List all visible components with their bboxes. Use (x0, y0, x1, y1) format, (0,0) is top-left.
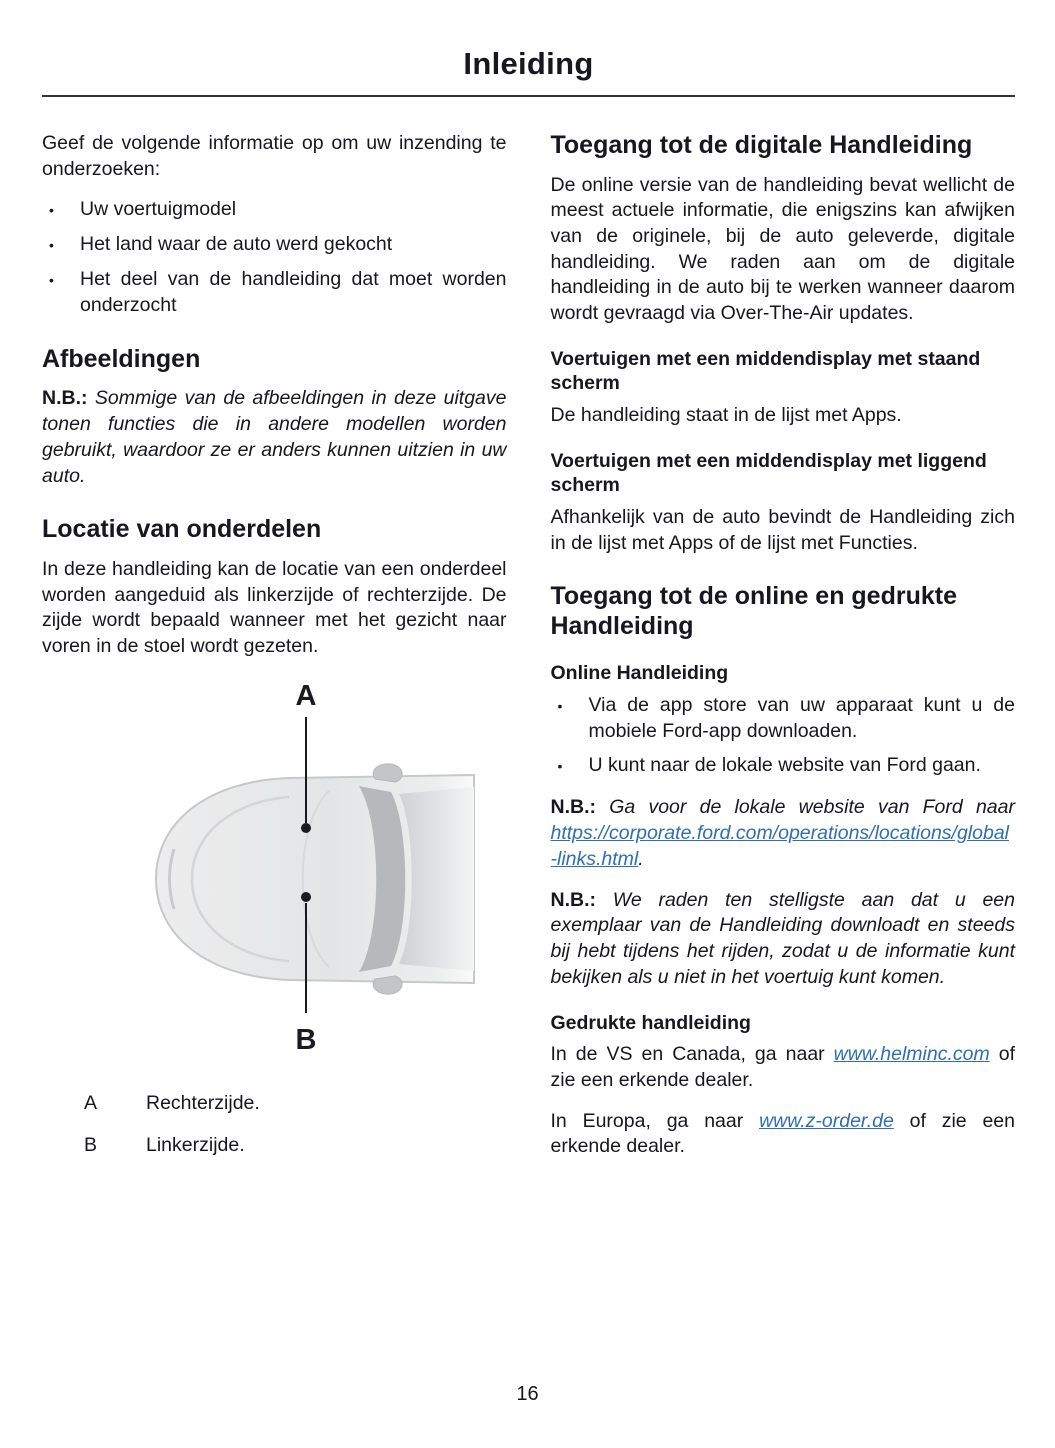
legend-key: B (84, 1134, 98, 1157)
bullet-icon: • (49, 237, 54, 254)
online-bullet-list (551, 693, 1016, 779)
legend-value: Linkerzijde. (146, 1134, 245, 1157)
bullet-icon: • (557, 697, 563, 714)
bullet-text: Via de app store van uw apparaat kunt u de mobiele Ford-app downloaden. (588, 693, 1015, 742)
content-columns (42, 131, 1015, 1176)
heading-toegang-digitale-handleiding: Toegang tot de digitale Handleiding (550, 131, 973, 159)
legend-value: Rechterzijde. (146, 1091, 260, 1114)
heading-locatie-van-onderdelen: Locatie van onderdelen (42, 515, 322, 544)
helminc-link[interactable] (834, 1043, 990, 1065)
car-location-figure (42, 675, 507, 1075)
subheading-online-handleiding: Online Handleiding (550, 662, 729, 685)
bullet-text: U kunt naar de lokale website van Ford gaan. (588, 754, 981, 777)
list-item (551, 753, 1016, 779)
link-text: www.helminc.com (833, 1043, 990, 1066)
heading-toegang-online-gedrukt: Toegang tot de online en gedrukte Handleiding (550, 582, 957, 640)
z-order-link[interactable] (759, 1110, 894, 1132)
page-number: 16 (516, 1383, 539, 1405)
header-divider (42, 95, 1015, 97)
nb-label: N.B.: (550, 888, 596, 911)
car-top-view-figure (44, 675, 504, 1070)
nb-label: N.B.: (550, 796, 596, 819)
subheading-staand-scherm: Voertuigen met een middendisplay met staand scherm (550, 347, 981, 395)
bullet-text: Het land waar de auto werd gekocht (80, 233, 393, 256)
staand-scherm-paragraph: De handleiding staat in de lijst met Apps. (550, 404, 902, 427)
subheading-liggend-scherm: Voertuigen met een middendisplay met liggend scherm (550, 449, 987, 497)
legend-key: A (84, 1091, 98, 1114)
link-text: https://corporate.ford.com/operations/locations/global-links.html (550, 822, 1010, 870)
nb-text: Ga voor de lokale website van Ford naar (609, 796, 1015, 819)
text-segment: In Europa, ga naar (550, 1109, 744, 1132)
note-images (42, 386, 507, 489)
bullet-icon: • (49, 272, 54, 289)
digital-paragraph: De online versie van de handleiding bevat wellicht de meest actuele informatie, die enigszins kan afwijken van de originele, bij de auto geleverde, digitale handleiding. We raden aan om de digitale handleiding in de auto bij te werken wanneer daarom wordt gevraagd via Over-The-Air updates. (550, 173, 1015, 325)
left-column (42, 131, 507, 1176)
text-segment: In de VS en Canada, ga naar (550, 1043, 825, 1066)
page-header (42, 46, 1015, 97)
right-column (551, 131, 1016, 1176)
list-item (551, 693, 1016, 744)
liggend-scherm-paragraph: Afhankelijk van de auto bevindt de Handleiding zich in de lijst met Apps of de lijst met Functies. (550, 505, 1015, 554)
nb-text: Sommige van de afbeeldingen in deze uitgave tonen functies die in andere modellen worden gebruikt, waardoor ze er anders kunnen uitzien in uw auto. (42, 387, 507, 487)
info-bullet-list (42, 197, 507, 318)
subheading-gedrukte-handleiding: Gedrukte handleiding (550, 1011, 751, 1034)
page-footer (0, 1383, 1055, 1406)
locatie-paragraph: In deze handleiding kan de locatie van een onderdeel worden aangeduid als linkerzijde of rechterzijde. De zijde wordt bepaald wanneer met het gezicht naar voren in de stoel wordt gezeten. (42, 557, 507, 658)
nb-text: We raden ten stelligste aan dat u een exemplaar van de Handleiding downloadt en steeds bij hebt tijdens het rijden, zodat u de informatie kunt bekijken als u niet in het voertuig kunt komen. (550, 888, 1015, 988)
car-mirror-left (373, 976, 402, 994)
car-illustration (156, 764, 474, 994)
text-segment: of zie een erkende dealer. (550, 1043, 1015, 1091)
nb-suffix: . (638, 847, 644, 870)
printed-us-paragraph (551, 1042, 1016, 1093)
car-mirror-right (373, 764, 402, 782)
bullet-text: Het deel van de handleiding dat moet worden onderzocht (80, 268, 507, 317)
page-title: Inleiding (463, 46, 594, 81)
list-item (42, 267, 507, 318)
figure-label-b: B (295, 1023, 317, 1056)
figure-legend (42, 1091, 507, 1159)
text-segment: of zie een erkende dealer. (550, 1109, 1016, 1158)
heading-afbeeldingen: Afbeeldingen (42, 344, 201, 373)
nb-label: N.B.: (42, 387, 88, 410)
callout-dot-b (301, 892, 311, 902)
ford-global-links-link[interactable] (551, 822, 1010, 870)
link-text: www.z-order.de (759, 1109, 894, 1132)
callout-dot-a (301, 823, 311, 833)
list-item (42, 232, 507, 258)
legend-row (84, 1091, 507, 1116)
printed-europe-paragraph (551, 1109, 1016, 1160)
bullet-icon: • (49, 202, 54, 219)
bullet-text: Uw voertuigmodel (80, 198, 237, 221)
legend-row (84, 1133, 507, 1158)
bullet-icon: • (557, 758, 563, 775)
note-local-website (551, 795, 1016, 872)
list-item (42, 197, 507, 223)
figure-label-a: A (295, 679, 317, 712)
note-download-manual (551, 888, 1016, 991)
intro-paragraph: Geef de volgende informatie op om uw inzending te onderzoeken: (42, 132, 507, 180)
